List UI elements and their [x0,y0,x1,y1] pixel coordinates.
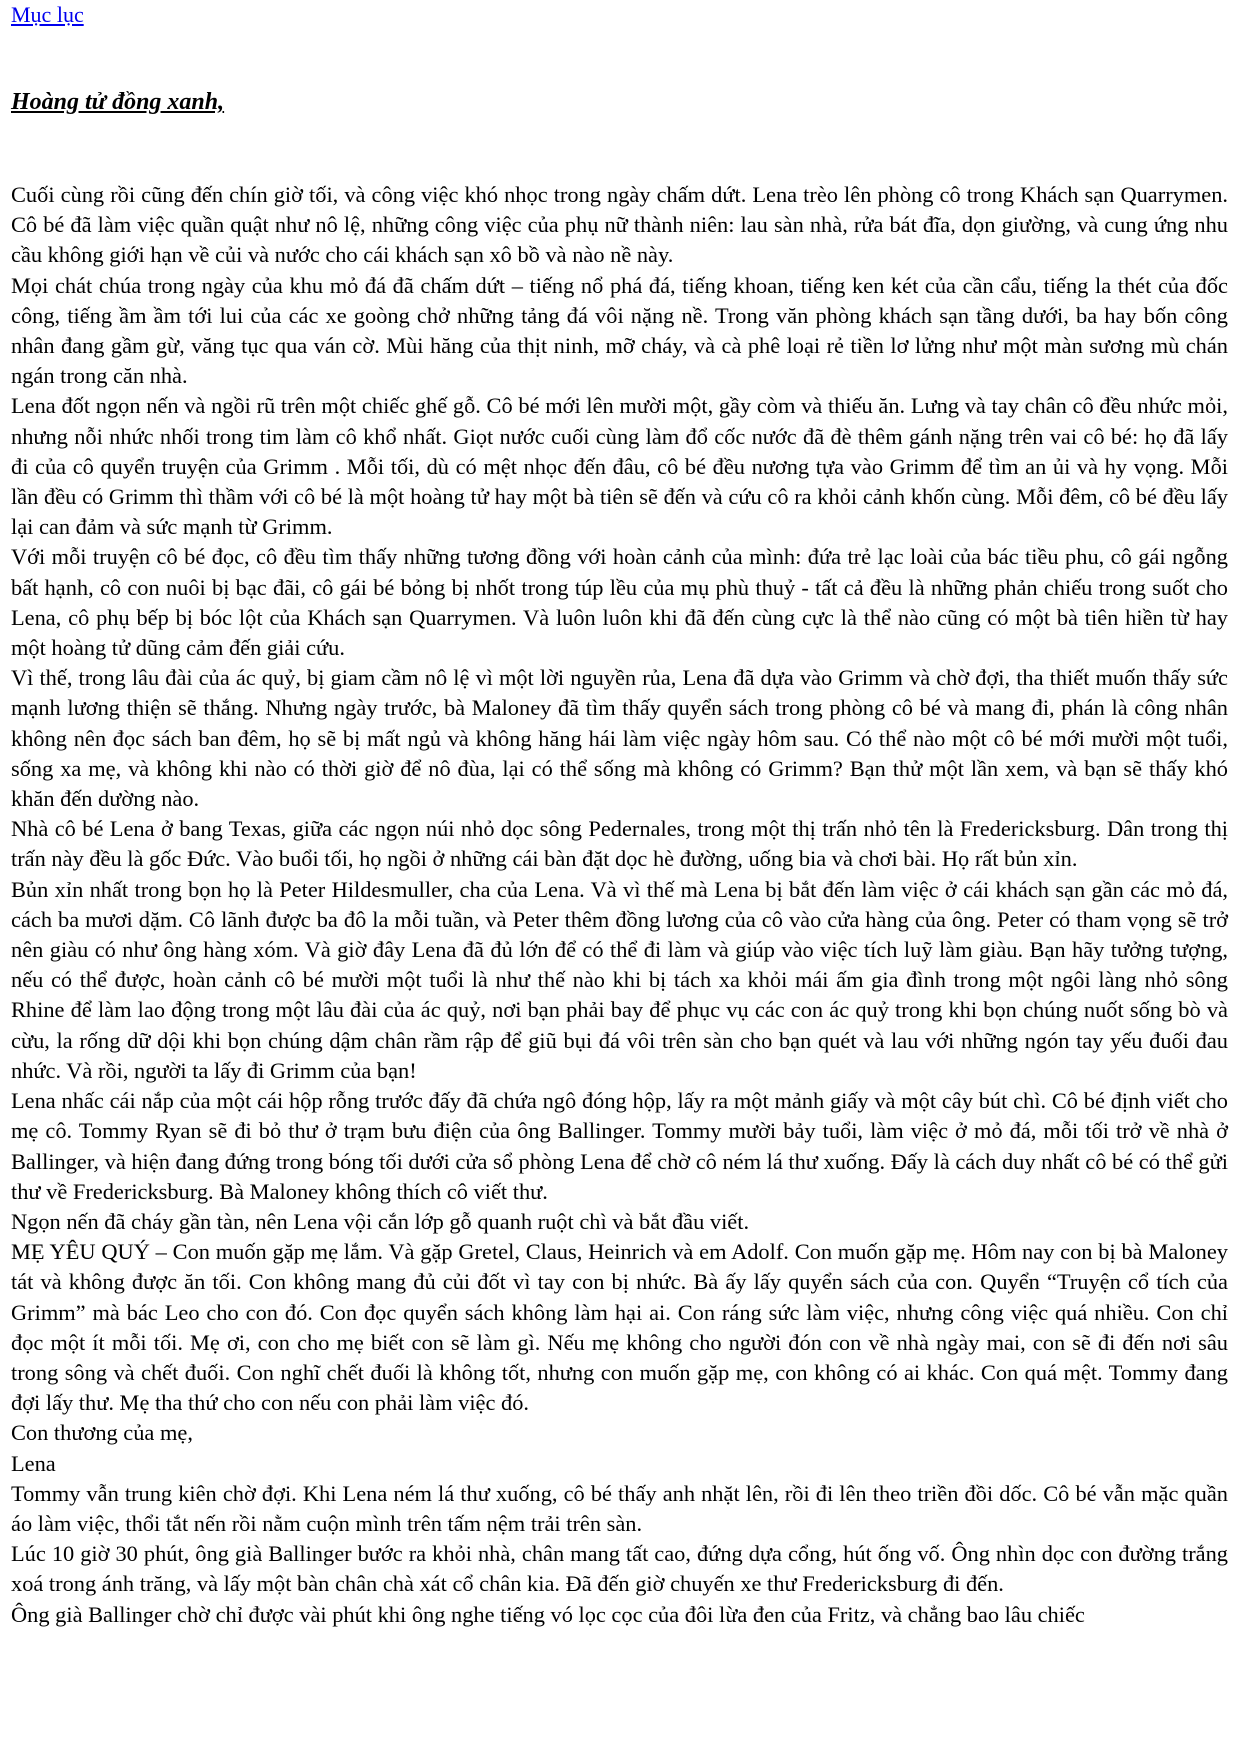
table-of-contents-link[interactable]: Mục lục [11,2,84,27]
chapter-title: Hoàng tử đồng xanh, [11,89,225,115]
chapter-body [11,180,1228,1630]
paragraph: Cuối cùng rồi cũng đến chín giờ tối, và công việc khó nhọc trong ngày chấm dứt. Lena trèo lên phòng cô trong Khách sạn Quarrymen. Cô bé đã làm việc quần quật như nô lệ, những công việc của phụ nữ thành niên: lau sàn nhà, rửa bát đĩa, dọn giường, và cung ứng nhu cầu không giới hạn về củi và nước cho cái khách sạn xô bồ và nào nề này. [11,182,1228,268]
paragraph: Bủn xỉn nhất trong bọn họ là Peter Hildesmuller, cha của Lena. Và vì thế mà Lena bị bắt đến làm việc ở cái khách sạn gần các mỏ đá, cách ba mươi dặm. Cô lãnh được ba đô la mỗi tuần, và Peter thêm đồng lương của cô vào cửa hàng của ông. Peter có tham vọng sẽ trở nên giàu có như ông hàng xóm. Và giờ đây Lena đã đủ lớn để có thể đi làm và giúp vào việc tích luỹ làm giàu. Bạn hãy tưởng tượng, nếu có thể được, hoàn cảnh cô bé mười một tuổi là như thế nào khi bị tách xa khỏi mái ấm gia đình trong một ngôi làng nhỏ sông Rhine để làm lao động trong một lâu đài của ác quỷ, nơi bạn phải bay để phục vụ các con ác quỷ trong khi bọn chúng nuốt sống bò và cừu, la rống dữ dội khi bọn chúng dậm chân rầm rập để giũ bụi đá vôi trên sàn cho bạn quét và lau với những ngón tay yếu đuối đau nhức. Và rồi, người ta lấy đi Grimm của bạn! [11,876,1228,1083]
paragraph: Với mỗi truyện cô bé đọc, cô đều tìm thấy những tương đồng với hoàn cảnh của mình: đứa trẻ lạc loài của bác tiều phu, cô gái ngỗng bất hạnh, cô con nuôi bị bạc đãi, cô gái bé bỏng bị nhốt trong túp lều của mụ phù thuỷ - tất cả đều là những phản chiếu trong suốt cho Lena, cô phụ bếp bị bóc lột của Khách sạn Quarrymen. Và luôn luôn khi đã đến cùng cực là thể nào cũng có một bà tiên hiền từ hay một hoàng tử dũng cảm đến giải cứu. [11,544,1228,661]
paragraph: Ngọn nến đã cháy gần tàn, nên Lena vội cắn lớp gỗ quanh ruột chì và bắt đầu viết. [11,1208,750,1234]
letter-signature: Lena [11,1450,56,1476]
paragraph: Ông già Ballinger chờ chỉ được vài phút khi ông nghe tiếng vó lọc cọc của đôi lừa đen của Fritz, và chẳng bao lâu chiếc [11,1601,1085,1627]
paragraph: Tommy vẫn trung kiên chờ đợi. Khi Lena ném lá thư xuống, cô bé thấy anh nhặt lên, rồi đi lên theo triền đồi dốc. Cô bé vẫn mặc quần áo làm việc, thổi tắt nến rồi nằm cuộn mình trên tấm nệm trải trên sàn. [11,1480,1228,1536]
paragraph: Mọi chát chúa trong ngày của khu mỏ đá đã chấm dứt – tiếng nổ phá đá, tiếng khoan, tiếng ken két của cần cẩu, tiếng la thét của đốc công, tiếng ầm ầm tới lui của các xe goòng chở những tảng đá vôi nặng nề. Trong văn phòng khách sạn tầng dưới, ba hay bốn công nhân đang gầm gừ, văng tục qua ván cờ. Mùi hăng của thịt ninh, mỡ cháy, và cà phê loại rẻ tiền lơ lửng như một màn sương mù chán ngán trong căn nhà. [11,272,1228,389]
paragraph: Lena nhấc cái nắp của một cái hộp rỗng trước đấy đã chứa ngô đóng hộp, lấy ra một mảnh giấy và một cây bút chì. Cô bé định viết cho mẹ cô. Tommy Ryan sẽ đi bỏ thư ở trạm bưu điện của ông Ballinger. Tommy mười bảy tuổi, làm việc ở mỏ đá, mỗi tối trở về nhà ở Ballinger, và hiện đang đứng trong bóng tối dưới cửa sổ phòng Lena để chờ cô ném lá thư xuống. Đấy là cách duy nhất cô bé có thể gửi thư về Fredericksburg. Bà Maloney không thích cô viết thư. [11,1088,1228,1204]
paragraph: Vì thế, trong lâu đài của ác quỷ, bị giam cầm nô lệ vì một lời nguyền rủa, Lena đã dựa vào Grimm và chờ đợi, tha thiết muốn thấy sức mạnh lương thiện sẽ thắng. Nhưng ngày trước, bà Maloney đã tìm thấy quyển sách trong phòng cô bé và mang đi, phán là công nhân không nên đọc sách ban đêm, họ sẽ bị mất ngủ và không hăng hái làm việc ngày hôm sau. Có thể nào một cô bé mới mười một tuổi, sống xa mẹ, và không khi nào có thời giờ để nô đùa, lại có thể sống mà không có Grimm? Bạn thử một lần xem, và bạn sẽ thấy khó khăn đến dường nào. [11,665,1228,812]
paragraph: Lena đốt ngọn nến và ngồi rũ trên một chiếc ghế gỗ. Cô bé mới lên mười một, gầy còm và thiếu ăn. Lưng và tay chân cô đều nhức mỏi, nhưng nỗi nhức nhối trong tim làm cô khổ nhất. Giọt nước cuối cùng làm đổ cốc nước đã đè thêm gánh nặng trên vai cô bé: họ đã lấy đi của cô quyển truyện của Grimm . Mỗi tối, dù có mệt nhọc đến đâu, cô bé đều nương tựa vào Grimm để tìm an ủi và hy vọng. Mỗi lần đều có Grimm thì thầm với cô bé là một hoàng tử hay một bà tiên sẽ đến và cứu cô ra khỏi cảnh khốn cùng. Mỗi đêm, cô bé đều lấy lại can đảm và sức mạnh từ Grimm. [11,393,1228,540]
letter-closing: Con thương của mẹ, [11,1420,193,1446]
letter-body: MẸ YÊU QUÝ – Con muốn gặp mẹ lắm. Và gặp Gretel, Claus, Heinrich và em Adolf. Con muốn gặp mẹ. Hôm nay con bị bà Maloney tát và không được ăn tối. Con không mang đủ củi đốt vì tay con bị nhức. Bà ấy lấy quyển sách của con. Quyển “Truyện cổ tích của Grimm” mà bác Leo cho con đó. Con đọc quyển sách không làm hại ai. Con ráng sức làm việc, nhưng công việc quá nhiều. Con chỉ đọc một ít mỗi tối. Mẹ ơi, con cho mẹ biết con sẽ làm gì. Nếu mẹ không cho người đón con về nhà ngày mai, con sẽ đi đến nơi sâu trong sông và chết đuối. Con nghĩ chết đuối là không tốt, nhưng con muốn gặp mẹ, con không có ai khác. Con quá mệt. Tommy đang đợi lấy thư. Mẹ tha thứ cho con nếu con phải làm việc đó. [11,1239,1228,1416]
paragraph: Lúc 10 giờ 30 phút, ông già Ballinger bước ra khỏi nhà, chân mang tất cao, đứng dựa cổng, hút ống vố. Ông nhìn dọc con đường trắng xoá trong ánh trăng, và lấy một bàn chân chà xát cổ chân kia. Đã đến giờ chuyến xe thư Fredericksburg đi đến. [11,1541,1228,1597]
paragraph: Nhà cô bé Lena ở bang Texas, giữa các ngọn núi nhỏ dọc sông Pedernales, trong một thị trấn nhỏ tên là Fredericksburg. Dân trong thị trấn này đều là gốc Đức. Vào buổi tối, họ ngồi ở những cái bàn đặt dọc hè đường, uống bia và chơi bài. Họ rất bủn xỉn. [11,816,1228,872]
